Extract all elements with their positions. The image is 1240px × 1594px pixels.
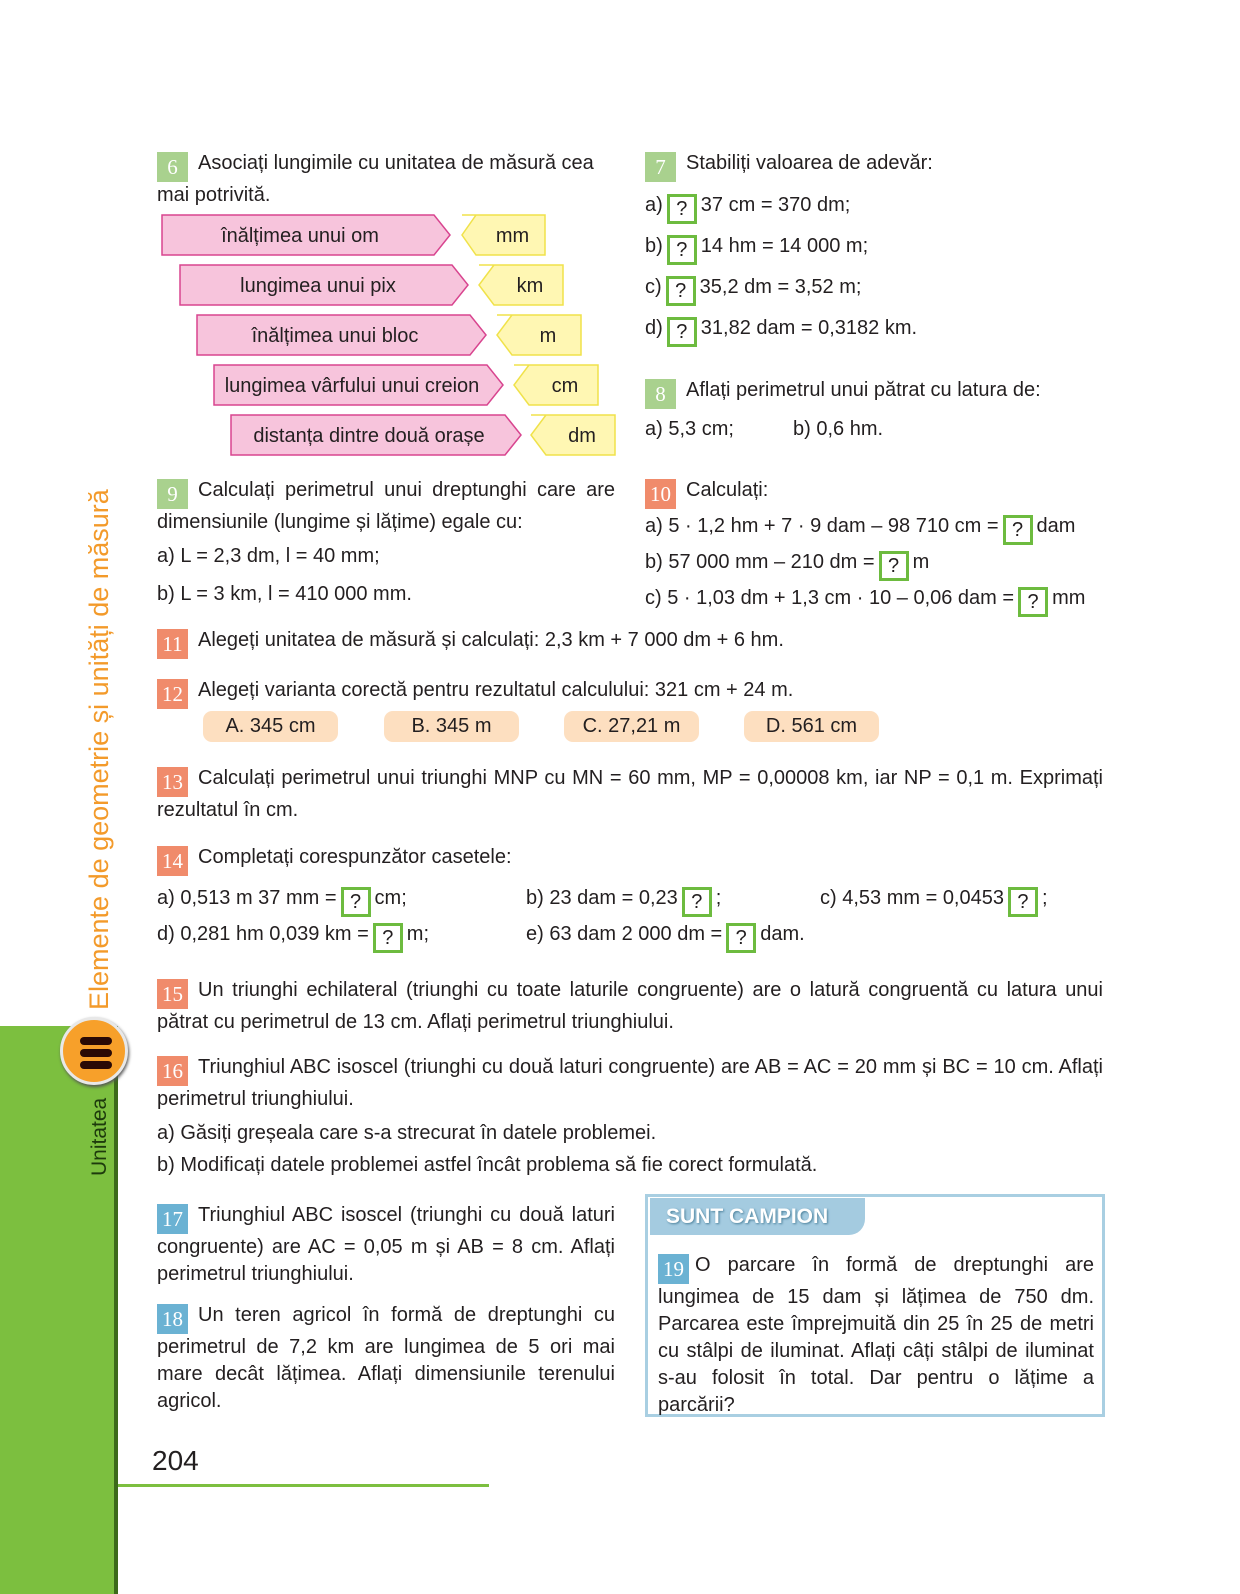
- item-a: a) L = 2,3 dm, l = 40 mm;: [157, 545, 380, 567]
- page-number: 204: [152, 1445, 199, 1476]
- answer-box[interactable]: ?: [667, 235, 697, 265]
- answer-box[interactable]: ?: [373, 923, 403, 953]
- answer-box[interactable]: ?: [341, 887, 371, 917]
- answer-box[interactable]: ?: [667, 317, 697, 347]
- fill-item: e) 63 dam 2 000 dm = ? dam.: [526, 921, 805, 953]
- answer-box[interactable]: ?: [726, 923, 756, 953]
- calc-item: c) 5 · 1,03 dm + 1,3 cm · 10 – 0,06 dam = ? mm: [645, 585, 1085, 617]
- option-c[interactable]: C. 27,21 m: [564, 711, 699, 742]
- exercise-12: [157, 677, 1103, 709]
- answer-box[interactable]: ?: [667, 194, 697, 224]
- unit-label[interactable]: dm: [568, 425, 596, 447]
- item-b: b) Modificați datele problemei astfel încât problema să fie corect formulată.: [157, 1154, 818, 1176]
- fill-item: c) 4,53 mm = 0,0453 ? ;: [820, 885, 1048, 917]
- exercise-text: Calculați:: [686, 479, 769, 501]
- fill-item: b) 23 dam = 0,23 ? ;: [526, 885, 721, 917]
- exercise-text: Aflați perimetrul unui pătrat cu latura de:: [686, 379, 1041, 401]
- unit-title: Elemente de geometrie și unități de măsură: [84, 489, 114, 1010]
- exercise-number: 18: [157, 1304, 188, 1334]
- exercise-14: [157, 844, 512, 876]
- exercise-text: Completați corespunzător casetele:: [198, 846, 512, 868]
- exercise-18: [157, 1302, 615, 1415]
- exercise-text: Alegeți unitatea de măsură și calculați: 2,3 km + 7 000 dm + 6 hm.: [198, 629, 784, 651]
- calc-item: a) 5 · 1,2 hm + 7 · 9 dam – 98 710 cm = ? dam: [645, 513, 1075, 545]
- exercise-16: [157, 1054, 1103, 1113]
- truth-item: b) ? 14 hm = 14 000 m;: [645, 233, 868, 265]
- exercise-15: [157, 977, 1103, 1036]
- exercise-text: Calculați perimetrul unui triunghi MNP cu MN = 60 mm, MP = 0,00008 km, iar NP = 0,1 m. Exprimați rezultatul în cm.: [157, 767, 1103, 821]
- unit-label[interactable]: km: [516, 275, 544, 297]
- exercise-9: [157, 477, 615, 536]
- option-a[interactable]: A. 345 cm: [203, 711, 338, 742]
- exercise-number: 12: [157, 679, 188, 709]
- exercise-number: 17: [157, 1204, 188, 1234]
- unit-label[interactable]: mm: [495, 225, 530, 247]
- item-b: b) 0,6 hm.: [793, 418, 884, 440]
- exercise-number: 11: [157, 629, 188, 659]
- exercise-text: Un teren agricol în formă de dreptunghi cu perimetrul de 7,2 km are lungimea de 5 ori mai mare decât lățimea. Aflați dimensiunile terenului agricol.: [157, 1304, 615, 1412]
- exercise-text: Alegeți varianta corectă pentru rezultatul calculului: 321 cm + 24 m.: [198, 679, 794, 701]
- exercise-7: [645, 150, 1105, 182]
- exercise-number: 15: [157, 979, 188, 1009]
- item-a: a) 5,3 cm;: [645, 418, 734, 440]
- length-label[interactable]: înălțimea unui bloc: [251, 325, 419, 347]
- champion-title: SUNT CAMPION: [650, 1198, 865, 1235]
- truth-item: a) ? 37 cm = 370 dm;: [645, 192, 850, 224]
- exercise-number: 16: [157, 1056, 188, 1086]
- exercise-number: 19: [658, 1254, 689, 1284]
- exercise-text: Un triunghi echilateral (triunghi cu toate laturile congruente) are o latură congruentă cu latura unui pătrat cu perimetrul de 13 cm. Aflați perimetrul triunghiului.: [157, 979, 1103, 1033]
- unit-label[interactable]: m: [539, 325, 557, 347]
- item-a: a) Găsiți greșeala care s-a strecurat în datele problemei.: [157, 1122, 657, 1144]
- answer-box[interactable]: ?: [666, 276, 696, 306]
- option-b[interactable]: B. 345 m: [384, 711, 519, 742]
- calc-item: b) 57 000 mm – 210 dm = ? m: [645, 549, 929, 581]
- exercise-text: O parcare în formă de dreptunghi are lungimea de 15 dam și lățimea de 750 dm. Parcarea este împrejmuită din 25 în 25 de metri cu stâlpi de iluminat. Aflați câți stâlpi de iluminat s-au folosit în total. Dar pentru o lățime a parcării?: [658, 1254, 1094, 1416]
- exercise-17: [157, 1202, 615, 1288]
- exercise-number: 8: [645, 379, 676, 409]
- exercise-number: 14: [157, 846, 188, 876]
- exercise-number: 6: [157, 152, 188, 182]
- length-label[interactable]: lungimea vârfului unui creion: [224, 375, 480, 397]
- unit-label: Unitatea: [88, 1097, 111, 1176]
- answer-box[interactable]: ?: [879, 551, 909, 581]
- exercise-text: Calculați perimetrul unui dreptunghi care are dimensiunile (lungime și lățime) egale cu:: [157, 479, 615, 533]
- exercise-10: [645, 477, 768, 509]
- answer-box[interactable]: ?: [1018, 587, 1048, 617]
- footer-divider: [118, 1484, 489, 1487]
- champion-box: [645, 1194, 1105, 1417]
- truth-item: c) ? 35,2 dm = 3,52 m;: [645, 274, 861, 306]
- length-label[interactable]: distanța dintre două orașe: [253, 425, 485, 447]
- answer-box[interactable]: ?: [1008, 887, 1038, 917]
- answer-box[interactable]: ?: [682, 887, 712, 917]
- item-b: b) L = 3 km, l = 410 000 mm.: [157, 583, 412, 605]
- length-label[interactable]: lungimea unui pix: [240, 275, 396, 297]
- exercise-text: Triunghiul ABC isoscel (triunghi cu două laturi congruente) are AB = AC = 20 mm și BC = 10 cm. Aflați perimetrul triunghiului.: [157, 1056, 1103, 1110]
- exercise-19: [658, 1252, 1094, 1419]
- option-d[interactable]: D. 561 cm: [744, 711, 879, 742]
- exercise-11: [157, 627, 1103, 659]
- exercise-number: 10: [645, 479, 676, 509]
- exercise-number: 7: [645, 152, 676, 182]
- length-label[interactable]: înălțimea unui om: [221, 225, 379, 247]
- truth-item: d) ? 31,82 dam = 0,3182 km.: [645, 315, 917, 347]
- exercise-8: [645, 377, 1105, 409]
- answer-box[interactable]: ?: [1003, 515, 1033, 545]
- exercise-text: Asociați lungimile cu unitatea de măsură cea mai potrivită.: [157, 152, 594, 206]
- unit-label[interactable]: cm: [551, 375, 579, 397]
- fill-item: d) 0,281 hm 0,039 km = ? m;: [157, 921, 429, 953]
- exercise-text: Triunghiul ABC isoscel (triunghi cu două laturi congruente) are AC = 0,05 m și AB = 8 cm. Aflați perimetrul triunghiului.: [157, 1204, 615, 1285]
- unit-number-icon: [60, 1017, 128, 1085]
- exercise-number: 9: [157, 479, 188, 509]
- fill-item: a) 0,513 m 37 mm = ? cm;: [157, 885, 407, 917]
- exercise-text: Stabiliți valoarea de adevăr:: [686, 152, 933, 174]
- exercise-13: [157, 765, 1103, 824]
- exercise-number: 13: [157, 767, 188, 797]
